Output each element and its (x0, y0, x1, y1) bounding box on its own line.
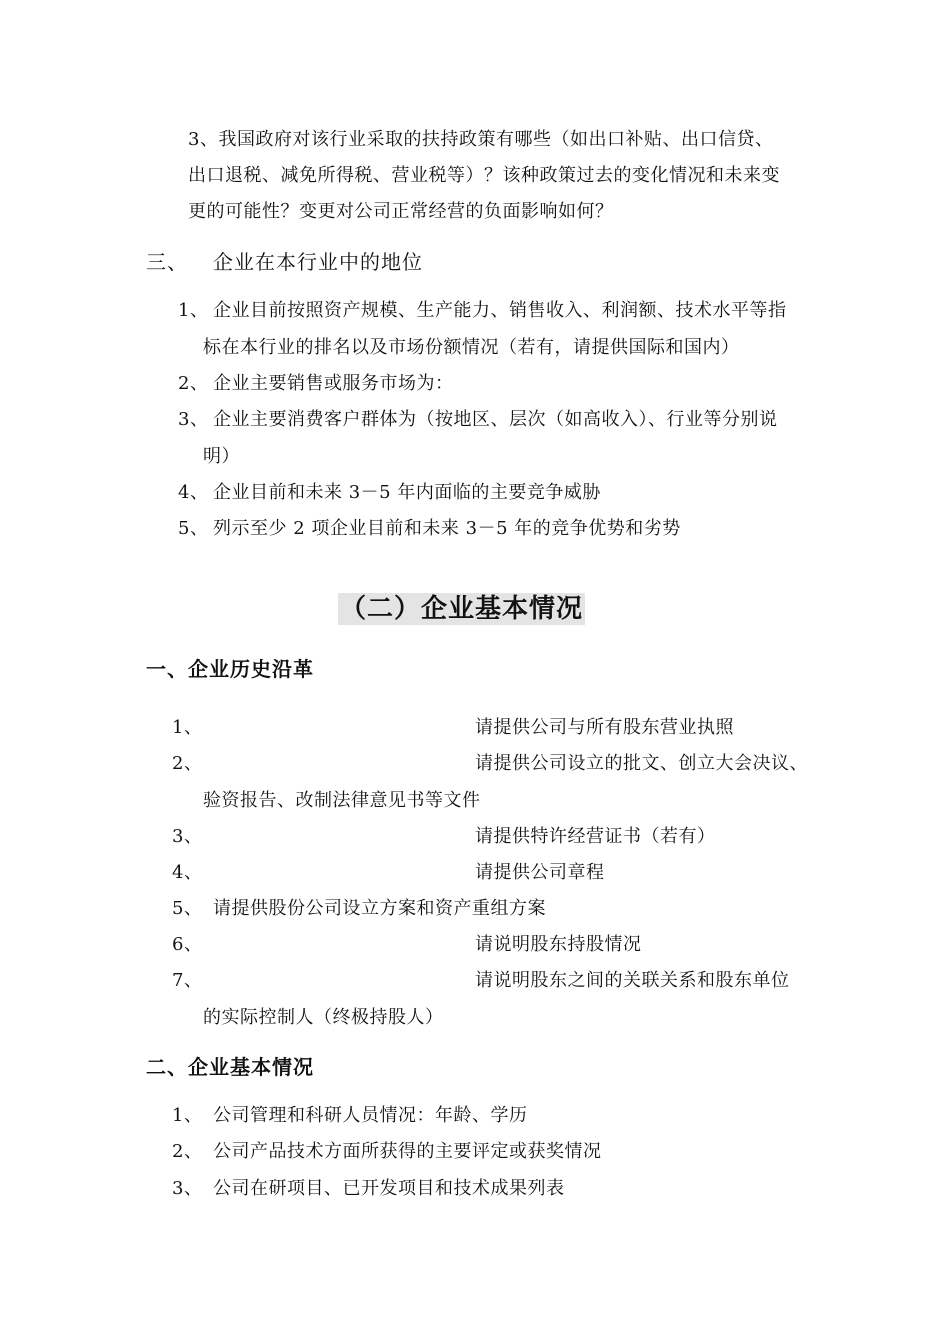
list-item-continuation: 验资报告、改制法律意见书等文件 (203, 790, 481, 811)
list-item-text: 公司在研项目、已开发项目和技术成果列表 (213, 1178, 565, 1199)
list-item-text: 请提供特许经营证书（若有） (475, 826, 716, 847)
list-item-text: 请提供公司设立的批文、创立大会决议、 (475, 753, 808, 774)
list-item-number: 4、 (172, 862, 203, 883)
list-item-text: 公司管理和科研人员情况：年龄、学历 (213, 1105, 528, 1126)
section-number: 三、 (146, 250, 188, 274)
list-item-text: 企业主要消费客户群体为（按地区、层次（如高收入）、行业等分别说 (213, 409, 778, 430)
list-item-number: 2、 (172, 1141, 203, 1162)
policy-question-line-2: 出口退税、减免所得税、营业税等）？该种政策过去的变化情况和未来变 (188, 165, 780, 186)
list-item-number: 6、 (172, 934, 203, 955)
list-item-number: 1、 (172, 1105, 203, 1126)
list-item-text: 企业主要销售或服务市场为： (213, 373, 454, 394)
part-title: （二）企业基本情况 (340, 594, 584, 624)
list-item-number: 1、 (178, 300, 209, 321)
list-item-text: 请提供股份公司设立方案和资产重组方案 (213, 898, 546, 919)
list-item-number: 1、 (172, 717, 203, 738)
list-item-text: 请说明股东持股情况 (475, 934, 642, 955)
basic-info-heading: 二、企业基本情况 (146, 1055, 314, 1079)
list-item-number: 2、 (172, 753, 203, 774)
list-item-text: 请提供公司章程 (475, 862, 605, 883)
list-item-number: 5、 (172, 898, 203, 919)
list-item-number: 5、 (178, 518, 209, 539)
list-item-number: 2、 (178, 373, 209, 394)
list-item-text: 企业目前和未来 3－5 年内面临的主要竞争威胁 (213, 482, 601, 503)
list-item-continuation: 明） (203, 446, 240, 467)
history-heading: 一、企业历史沿革 (146, 657, 314, 681)
list-item-number: 3、 (178, 409, 209, 430)
list-item-text: 企业目前按照资产规模、生产能力、销售收入、利润额、技术水平等指 (213, 300, 787, 321)
section-heading: 企业在本行业中的地位 (213, 250, 423, 274)
list-item-continuation: 标在本行业的排名以及市场份额情况（若有，请提供国际和国内） (203, 337, 740, 358)
list-item-number: 3、 (172, 826, 203, 847)
list-item-text: 列示至少 2 项企业目前和未来 3－5 年的竞争优势和劣势 (213, 518, 681, 539)
list-item-number: 7、 (172, 970, 203, 991)
list-item-number: 4、 (178, 482, 209, 503)
list-item-text: 公司产品技术方面所获得的主要评定或获奖情况 (213, 1141, 602, 1162)
list-item-text: 请提供公司与所有股东营业执照 (475, 717, 734, 738)
policy-question-line-1: 3、我国政府对该行业采取的扶持政策有哪些（如出口补贴、出口信贷、 (188, 129, 774, 150)
list-item-number: 3、 (172, 1178, 203, 1199)
policy-question-line-3: 更的可能性？变更对公司正常经营的负面影响如何？ (188, 201, 614, 222)
list-item-text: 请说明股东之间的关联关系和股东单位 (475, 970, 790, 991)
list-item-continuation: 的实际控制人（终极持股人） (203, 1007, 444, 1028)
